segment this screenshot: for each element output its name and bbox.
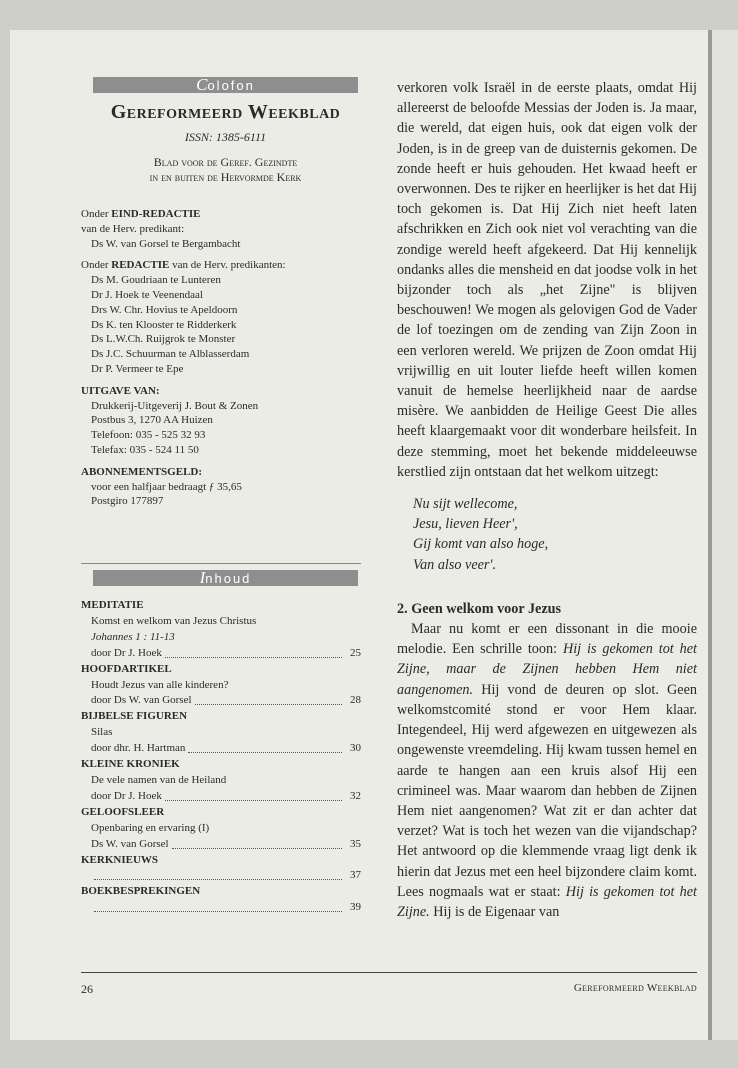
footer-rule [81, 972, 697, 973]
toc-entry[interactable]: 37 [81, 868, 361, 884]
toc-section-title: KERKNIEUWS [81, 853, 159, 866]
page-number: 26 [81, 982, 93, 996]
section-heading: 2. Geen welkom voor Jezus [397, 600, 562, 617]
issn: ISSN: 1385-6111 [184, 130, 267, 144]
toc-section-title: GELOOFSLEER [81, 805, 165, 818]
paragraph: verkoren volk Israël in de eerste plaats, omdat Hij allereerst de beloofde Messias der Joden is. Ja maar, die wereld, dat eigen huis, ook dat eigen volk der Joden, is in de greep van de duisternis gekomen. De zonde heeft er huis gehouden. Het kwaad heeft er overwonnen. Des te rijker en heerlijker is het dat Hij toch gekomen is. Dat Hij Zich niet heeft laten afschrikken en Zich ook niet vol verachting van die zondige wereld heeft afgekeerd. Dat Hij kennelijk ondanks alles die mensheid en dat joodse volk in het bijzonder toch als „het Zijne" is blijven beschouwen! We mogen als gelovigen God de Vader de lof toezingen om de zending van Zijn Zoon in een verloren wereld. We prijzen de Zoon omdat Hij vrijwillig en uit louter liefde heeft willen komen vanuit de hemelse heerlijkheid naar de aardse misère. We aanbidden de Heilige Geest Die alles heeft klaargemaakt voor dit wonderbare heilsfeit. In deze stemming, moet het bekende middeleeuwse kerstlied zijn ontstaan dat het welkom uitzegt: [397, 80, 697, 480]
toc-entry[interactable]: door Ds W. van Gorsel 28 [91, 694, 361, 707]
redactie-member: Ds M. Goudriaan te Lunteren [91, 274, 221, 287]
redactie-member: Dr P. Vermeer te Epe [91, 362, 184, 375]
inhoud-box [93, 570, 358, 586]
toc-section-title: BIJBELSE FIGUREN [81, 710, 188, 723]
redactie-member: Dr J. Hoek te Veenendaal [91, 288, 203, 301]
toc-entry[interactable]: door Dr J. Hoek 25 [91, 646, 361, 659]
toc-section-title: HOOFDARTIKEL [81, 662, 172, 675]
publication-subtitle: Blad voor de Geref. Gezindte in en buiten de Hervormde Kerk [149, 155, 302, 184]
toc-section-title: KLEINE KRONIEK [81, 758, 180, 771]
colofon-details [81, 207, 361, 516]
paragraph: Maar nu komt er een dissonant in die mooie melodie. Een schrille toon: Hij is gekomen tot het Zijne, maar de Zijnen hebben Hem niet aangenomen. Hij vond de deuren op slot. Geen welkomstcomité stond er voor Hem klaar. Integendeel, Hij werd afgewezen en uitgewezen als ongewenste vreemdeling. Hij kwam tussen hemel en aarde te hangen aan een kruis alsof Hij een crimineel was. Maar waarom dan hebben de Zijnen Hem niet aangenomen? Wat zit er dan achter dat verzet? Wat is toch het wezen van die vijandschap? Het antwoord op die klemmende vraag ligt denk ik hierin dat Jezus met een heel bijzondere claim komt. Lees nogmaals wat er staat: Hij is gekomen tot het Zijne. Hij is de Eigenaar van [397, 621, 697, 920]
colofon-box [93, 77, 358, 185]
redactie: Onder REDACTIE van de Herv. predikanten: Ds M. Goudriaan te Lunteren Dr J. Hoek te Veenendaal Drs W. Chr. Hovius te Apeldoorn Ds K. ten Klooster te Ridderkerk Ds L.W.Ch. Ruijgrok te Monster Ds J.C. Schuurman te Alblasserdam Dr P. Vermeer te Epe [81, 258, 361, 376]
toc-entry[interactable]: 39 [81, 900, 361, 916]
abonnementsgeld: ABONNEMENTSGELD: voor een halfjaar bedraagt ƒ 35,65 Postgiro 177897 [81, 465, 242, 508]
inhoud-header-bar: Inhoud [93, 570, 358, 586]
redactie-member: Drs W. Chr. Hovius te Apeldoorn [91, 303, 238, 316]
toc-section-title: BOEKBESPREKINGEN [81, 885, 201, 898]
eind-redactie: Onder EIND-REDACTIE van de Herv. predikant: Ds W. van Gorsel te Bergambacht [81, 208, 241, 250]
poem: Nu sijt wellecome, Jesu, lieven Heer', Gij komt van also hoge, Van also veer'. [413, 496, 549, 573]
redactie-member: Ds K. ten Klooster te Ridderkerk [91, 318, 237, 331]
toc-entry[interactable]: door Dr J. Hoek 32 [91, 789, 361, 802]
redactie-member: Ds L.W.Ch. Ruijgrok te Monster [91, 333, 236, 346]
publication-title: Gereformeerd Weekblad [110, 101, 341, 123]
redactie-member: Ds J.C. Schuurman te Alblasserdam [91, 348, 250, 361]
article-body [397, 78, 697, 922]
table-of-contents: MEDITATIE Komst en welkom van Jezus Christus Johannes 1 : 11-13 door Dr J. Hoek 25 HOOFDARTIKEL Houdt Jezus van alle kinderen? door Ds W. van Gorsel 28 BIJBELSE FIGUREN Silas door dhr. H. Hartman 30 KLEINE KRONIEK De vele namen van de Heiland door Dr J. Hoek 32 GELOOFSLEER Openbaring en ervaring (I) Ds W. van Gorsel 35 KERKNIEUWS 37 BOEKBESPREKINGEN 39 [81, 598, 361, 916]
running-head: Gereformeerd Weekblad [573, 982, 697, 994]
divider [81, 563, 361, 564]
toc-section-title: MEDITATIE [81, 599, 144, 611]
toc-entry[interactable]: door dhr. H. Hartman 30 [91, 742, 361, 755]
uitgave: UITGAVE VAN: Drukkerij-Uitgeverij J. Bout & Zonen Postbus 3, 1270 AA Huizen Telefoon: 035 - 525 32 93 Telefax: 035 - 524 11 50 [81, 384, 259, 456]
toc-entry[interactable]: Ds W. van Gorsel 35 [91, 837, 361, 850]
colofon-header-bar: Colofon [93, 77, 358, 93]
next-page-edge [712, 30, 738, 1040]
